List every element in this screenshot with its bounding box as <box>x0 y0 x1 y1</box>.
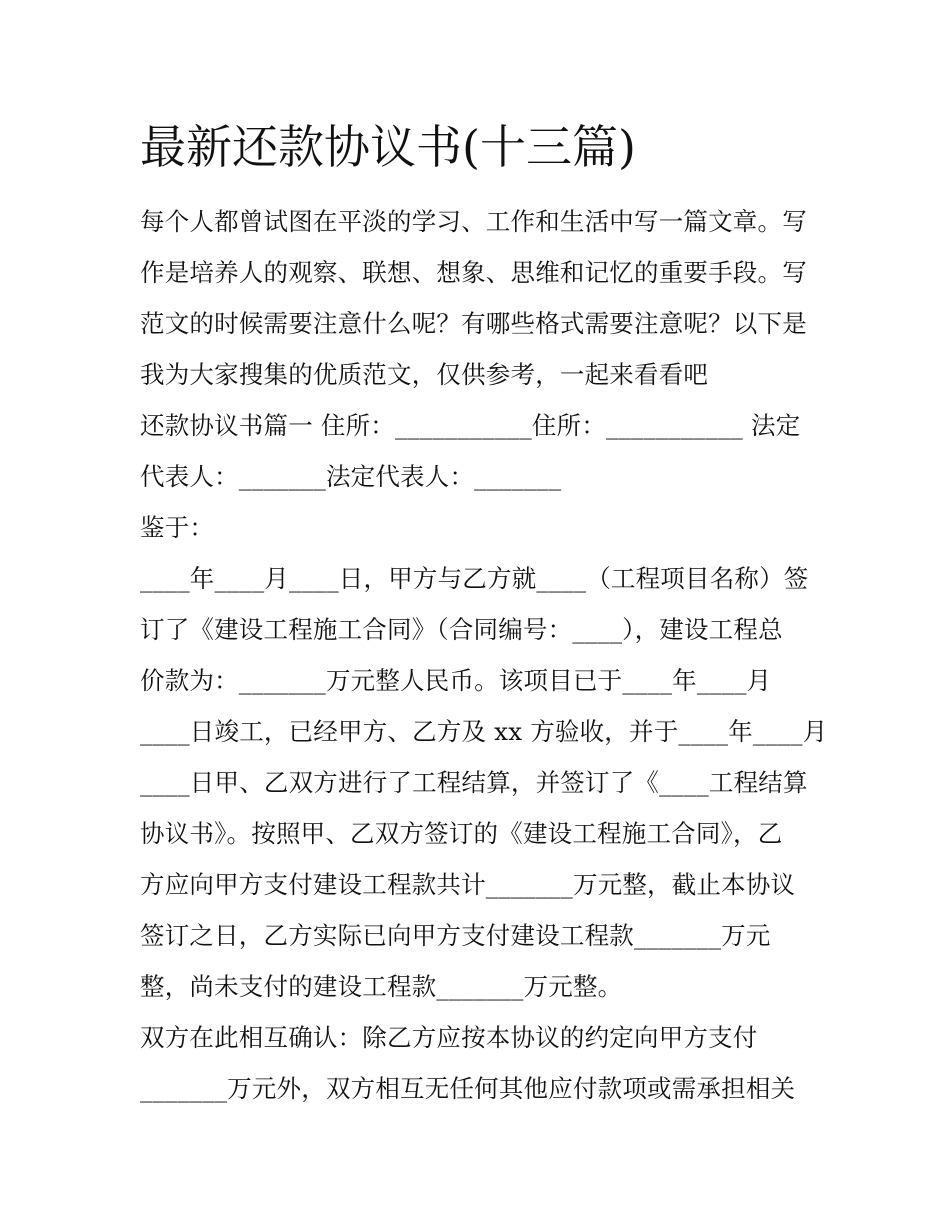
body-line-6: 协议书》。按照甲、乙双方签订的《建设工程施工合同》，乙 <box>140 819 783 848</box>
body-line-8: 签订之日，乙方实际已向甲方支付建设工程款_______万元 <box>140 921 771 950</box>
confirmation-line-2: _______万元外，双方相互无任何其他应付款项或需承担相关 <box>140 1074 796 1103</box>
body-line-2: 订了《建设工程施工合同》（合同编号：____），建设工程总 <box>140 615 783 644</box>
intro-line-1: 每个人都曾试图在平淡的学习、工作和生活中写一篇文章。写 <box>140 207 807 236</box>
body-line-1: ____年____月____日，甲方与乙方就____（工程项目名称）签 <box>140 564 809 593</box>
document-title: 最新还款协议书(十三篇) <box>140 120 636 174</box>
body-line-7: 方应向甲方支付建设工程款共计_______万元整，截止本协议 <box>140 870 796 899</box>
body-line-4: ____日竣工，已经甲方、乙方及 xx 方验收，并于____年____月 <box>140 717 828 746</box>
body-line-5: ____日甲、乙双方进行了工程结算，并签订了《____工程结算 <box>140 768 808 797</box>
intro-line-4: 我为大家搜集的优质范文，仅供参考，一起来看看吧 <box>140 360 709 389</box>
representative-line: 代表人：_______法定代表人：_______ <box>140 462 562 491</box>
section-heading-line: 还款协议书篇一 住所：___________住所：___________ 法定 <box>140 411 801 440</box>
whereas-heading: 鉴于： <box>140 513 215 542</box>
intro-line-3: 范文的时候需要注意什么呢？有哪些格式需要注意呢？以下是 <box>140 309 807 338</box>
body-line-3: 价款为：_______万元整人民币。该项目已于____年____月 <box>140 666 772 695</box>
body-line-9: 整，尚未支付的建设工程款_______万元整。 <box>140 972 623 1001</box>
intro-line-2: 作是培养人的观察、联想、想象、思维和记忆的重要手段。写 <box>140 258 807 287</box>
confirmation-line-1: 双方在此相互确认：除乙方应按本协议的约定向甲方支付 <box>140 1023 758 1052</box>
